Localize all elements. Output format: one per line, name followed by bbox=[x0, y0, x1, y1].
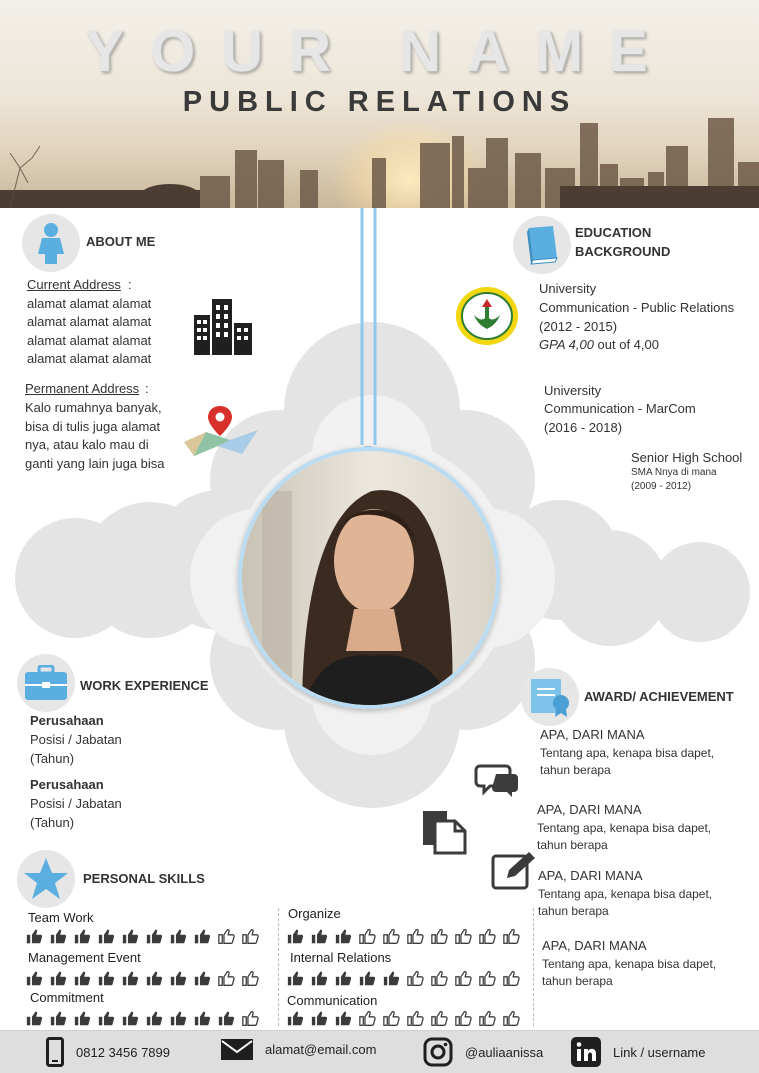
thumbs-up-filled-icon bbox=[194, 1010, 211, 1027]
thumbs-up-outline-icon bbox=[431, 1010, 448, 1027]
thumbs-up-outline-icon bbox=[407, 928, 424, 945]
current-address-line: alamat alamat alamat bbox=[27, 333, 152, 348]
thumbs-up-outline-icon bbox=[383, 1010, 400, 1027]
phone-icon bbox=[46, 1037, 64, 1067]
thumbs-up-filled-icon bbox=[311, 1010, 328, 1027]
skill-rating bbox=[26, 928, 259, 945]
instagram-icon bbox=[423, 1037, 453, 1067]
thumbs-up-outline-icon bbox=[479, 1010, 496, 1027]
award-description: Tentang apa, kenapa bisa dapet, bbox=[540, 746, 715, 760]
thumbs-up-filled-icon bbox=[218, 1010, 235, 1027]
permanent-address-line: ganti yang lain juga bisa bbox=[25, 456, 165, 471]
thumbs-up-filled-icon bbox=[311, 970, 328, 987]
current-address-line: alamat alamat alamat bbox=[27, 351, 152, 366]
current-address-line: alamat alamat alamat bbox=[27, 296, 152, 311]
thumbs-up-filled-icon bbox=[170, 970, 187, 987]
thumbs-up-filled-icon bbox=[335, 970, 352, 987]
thumbs-up-outline-icon bbox=[431, 928, 448, 945]
thumbs-up-filled-icon bbox=[98, 928, 115, 945]
skill-rating bbox=[26, 1010, 259, 1027]
linkedin-icon bbox=[571, 1037, 601, 1067]
award-title: APA, DARI MANA bbox=[538, 868, 643, 883]
thumbs-up-outline-icon bbox=[479, 928, 496, 945]
thumbs-up-outline-icon bbox=[455, 970, 472, 987]
current-address-colon: : bbox=[128, 277, 132, 292]
award-year: tahun berapa bbox=[542, 974, 613, 988]
work-position: Posisi / Jabatan bbox=[30, 732, 122, 747]
award-title: APA, DARI MANA bbox=[537, 802, 642, 817]
skill-name: Commitment bbox=[30, 990, 104, 1005]
thumbs-up-filled-icon bbox=[26, 1010, 43, 1027]
award-title: APA, DARI MANA bbox=[542, 938, 647, 953]
thumbs-up-filled-icon bbox=[146, 1010, 163, 1027]
skill-rating bbox=[287, 928, 520, 945]
email-icon bbox=[221, 1037, 253, 1061]
education-major: Communication - MarCom bbox=[544, 401, 696, 416]
education-years: (2009 - 2012) bbox=[631, 481, 692, 492]
email-address: alamat@email.com bbox=[265, 1041, 377, 1057]
briefcase-icon bbox=[24, 665, 68, 701]
education-major: SMA Nnya di mana bbox=[631, 467, 717, 478]
thumbs-up-filled-icon bbox=[194, 928, 211, 945]
thumbs-up-filled-icon bbox=[74, 928, 91, 945]
thumbs-up-filled-icon bbox=[98, 970, 115, 987]
permanent-address-colon: : bbox=[145, 381, 149, 396]
skill-name: Management Event bbox=[28, 950, 141, 965]
skills-section-icon bbox=[17, 850, 75, 908]
education-years: (2012 - 2015) bbox=[539, 319, 618, 334]
email-contact[interactable] bbox=[221, 1037, 376, 1061]
education-years: (2016 - 2018) bbox=[544, 420, 623, 435]
thumbs-up-filled-icon bbox=[359, 970, 376, 987]
thumbs-up-outline-icon bbox=[383, 928, 400, 945]
thumbs-up-filled-icon bbox=[122, 928, 139, 945]
skills-heading: PERSONAL SKILLS bbox=[83, 871, 205, 886]
thumbs-up-outline-icon bbox=[218, 928, 235, 945]
skills-divider bbox=[278, 908, 279, 1026]
education-school: University bbox=[544, 383, 602, 398]
thumbs-up-outline-icon bbox=[242, 928, 259, 945]
header-banner bbox=[0, 0, 759, 208]
thumbs-up-filled-icon bbox=[170, 1010, 187, 1027]
person-icon bbox=[33, 222, 69, 264]
edit-icon bbox=[491, 850, 537, 890]
award-description: Tentang apa, kenapa bisa dapet, bbox=[542, 957, 717, 971]
skill-name: Internal Relations bbox=[290, 950, 392, 965]
thumbs-up-filled-icon bbox=[26, 970, 43, 987]
thumbs-up-outline-icon bbox=[431, 970, 448, 987]
current-address-line: alamat alamat alamat bbox=[27, 314, 152, 329]
current-address-label: Current Address bbox=[27, 277, 121, 292]
work-company: Perusahaan bbox=[30, 777, 104, 792]
skills-divider bbox=[533, 908, 534, 1026]
thumbs-up-outline-icon bbox=[242, 970, 259, 987]
thumbs-up-outline-icon bbox=[503, 1010, 520, 1027]
thumbs-up-outline-icon bbox=[218, 970, 235, 987]
phone-contact[interactable] bbox=[46, 1037, 170, 1067]
thumbs-up-filled-icon bbox=[50, 970, 67, 987]
thumbs-up-filled-icon bbox=[287, 970, 304, 987]
thumbs-up-filled-icon bbox=[194, 970, 211, 987]
award-section-icon bbox=[521, 668, 579, 726]
thumbs-up-outline-icon bbox=[479, 970, 496, 987]
documents-icon bbox=[421, 809, 467, 855]
university-logo-icon bbox=[454, 285, 520, 347]
thumbs-up-filled-icon bbox=[170, 928, 187, 945]
thumbs-up-outline-icon bbox=[407, 1010, 424, 1027]
award-description: Tentang apa, kenapa bisa dapet, bbox=[537, 821, 712, 835]
work-heading: WORK EXPERIENCE bbox=[80, 678, 209, 693]
award-heading: AWARD/ ACHIEVEMENT bbox=[584, 689, 734, 704]
instagram-contact[interactable] bbox=[423, 1037, 543, 1067]
work-year: (Tahun) bbox=[30, 815, 75, 830]
job-title: PUBLIC RELATIONS bbox=[182, 86, 577, 118]
star-icon bbox=[23, 857, 69, 901]
thumbs-up-filled-icon bbox=[122, 1010, 139, 1027]
thumbs-up-outline-icon bbox=[455, 928, 472, 945]
award-year: tahun berapa bbox=[537, 838, 608, 852]
skill-name: Team Work bbox=[28, 910, 94, 925]
candidate-name: YOUR NAME bbox=[85, 19, 674, 84]
award-description: Tentang apa, kenapa bisa dapet, bbox=[538, 887, 713, 901]
thumbs-up-filled-icon bbox=[383, 970, 400, 987]
thumbs-up-filled-icon bbox=[335, 928, 352, 945]
thumbs-up-outline-icon bbox=[359, 928, 376, 945]
permanent-address-label: Permanent Address bbox=[25, 381, 140, 396]
thumbs-up-filled-icon bbox=[50, 928, 67, 945]
education-major: Communication - Public Relations bbox=[539, 300, 735, 315]
thumbs-up-filled-icon bbox=[74, 1010, 91, 1027]
skill-rating bbox=[26, 970, 259, 987]
about-heading: ABOUT ME bbox=[86, 234, 156, 249]
skill-rating bbox=[287, 1010, 520, 1027]
skill-name: Organize bbox=[288, 906, 341, 921]
thumbs-up-filled-icon bbox=[74, 970, 91, 987]
permanent-address-line: nya, atau kalo mau di bbox=[25, 437, 149, 452]
skill-rating bbox=[287, 970, 520, 987]
building-icon bbox=[192, 297, 254, 355]
education-gpa: GPA 4,00 out of 4,00 bbox=[539, 337, 659, 352]
permanent-address-line: bisa di tulis juga alamat bbox=[25, 419, 161, 434]
thumbs-up-filled-icon bbox=[287, 928, 304, 945]
award-title: APA, DARI MANA bbox=[540, 727, 645, 742]
certificate-icon bbox=[529, 677, 571, 717]
thumbs-up-filled-icon bbox=[287, 1010, 304, 1027]
thumbs-up-outline-icon bbox=[407, 970, 424, 987]
chat-bubbles-icon bbox=[474, 762, 520, 798]
thumbs-up-filled-icon bbox=[26, 928, 43, 945]
skill-name: Communication bbox=[287, 993, 378, 1008]
thumbs-up-filled-icon bbox=[122, 970, 139, 987]
permanent-address-line: Kalo rumahnya banyak, bbox=[25, 400, 162, 415]
thumbs-up-outline-icon bbox=[455, 1010, 472, 1027]
instagram-handle: @auliaanissa bbox=[465, 1044, 544, 1060]
thumbs-up-outline-icon bbox=[503, 928, 520, 945]
work-position: Posisi / Jabatan bbox=[30, 796, 122, 811]
thumbs-up-filled-icon bbox=[311, 928, 328, 945]
work-company: Perusahaan bbox=[30, 713, 104, 728]
thumbs-up-outline-icon bbox=[359, 1010, 376, 1027]
thumbs-up-outline-icon bbox=[242, 1010, 259, 1027]
linkedin-username: Link / username bbox=[613, 1044, 706, 1060]
linkedin-contact[interactable] bbox=[571, 1037, 706, 1067]
contact-footer bbox=[0, 1030, 759, 1073]
work-section-icon bbox=[17, 654, 75, 712]
thumbs-up-filled-icon bbox=[50, 1010, 67, 1027]
education-school: Senior High School bbox=[631, 450, 743, 465]
profile-photo bbox=[238, 447, 500, 709]
award-year: tahun berapa bbox=[540, 763, 611, 777]
award-year: tahun berapa bbox=[538, 904, 609, 918]
thumbs-up-filled-icon bbox=[335, 1010, 352, 1027]
phone-number: 0812 3456 7899 bbox=[76, 1044, 170, 1060]
thumbs-up-filled-icon bbox=[98, 1010, 115, 1027]
about-section-icon bbox=[22, 214, 80, 272]
thumbs-up-outline-icon bbox=[503, 970, 520, 987]
work-year: (Tahun) bbox=[30, 751, 75, 766]
education-section-icon bbox=[513, 216, 571, 274]
thumbs-up-filled-icon bbox=[146, 970, 163, 987]
education-heading: EDUCATION BACKGROUND bbox=[575, 225, 671, 259]
thumbs-up-filled-icon bbox=[146, 928, 163, 945]
education-school: University bbox=[539, 281, 597, 296]
map-pin-icon bbox=[182, 402, 260, 456]
book-icon bbox=[523, 224, 561, 266]
